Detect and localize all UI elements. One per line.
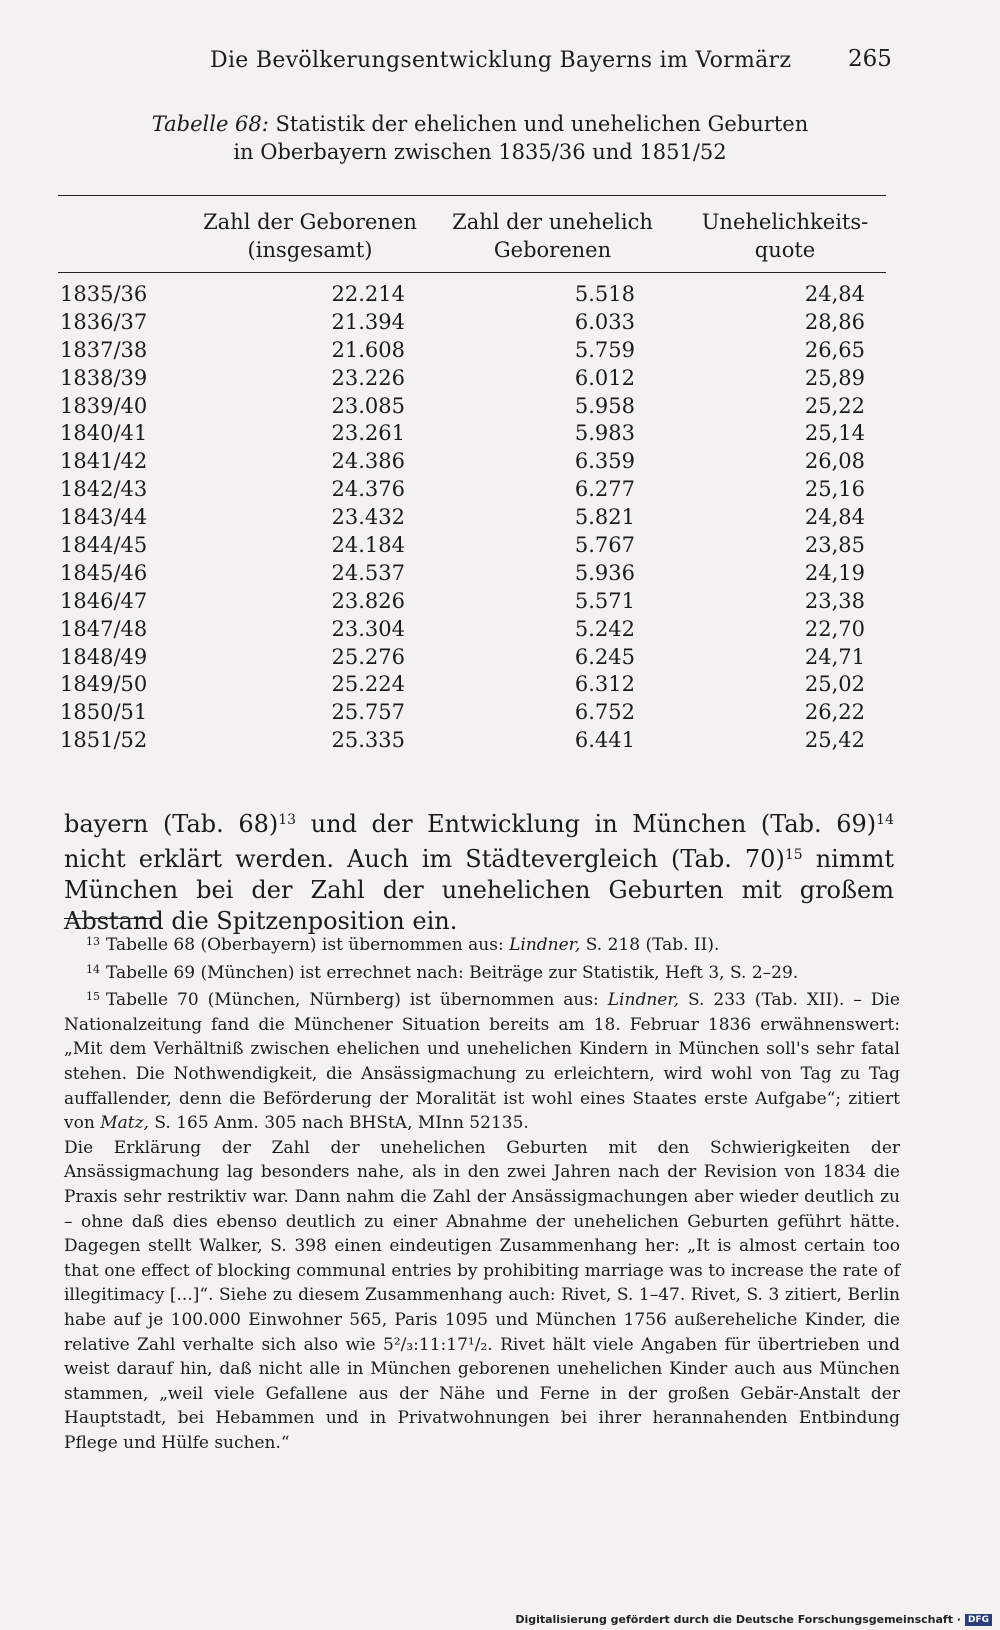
table-caption — [60, 110, 900, 166]
table-row — [60, 308, 890, 336]
cell-illegitimacy-rate: 24,19 — [804, 560, 865, 585]
cell-year: 1846/47 — [60, 588, 148, 613]
table-row — [60, 587, 890, 615]
cell-total-births: 24.184 — [331, 533, 405, 558]
column-header-illegitimacy-rate: Unehelichkeits- quote — [701, 210, 869, 262]
cell-year: 1838/39 — [60, 365, 148, 390]
footnote-15-continuation: Die Erklärung der Zahl der unehelichen Geburten mit den Schwierigkeiten der Ansässigmachung lag besonders nahe, als in den zwei Jahren nach der Revision von 1834 die Praxis sehr restriktiv war. Dann nahm die Zahl der Ansässigmachungen aber wieder deutlich zu – ohne daß dies ebenso deutlich zu einer Abnahme der unehelichen Geburten geführt hätte. Dagegen stellt Walker, S. 398 einen eindeutigen Zusammenhang her: „It is almost certain too that one effect of blocking communal entries by prohibiting marriage was to increase the rate of illegitimacy [...]“. Siehe zu diesem Zusammenhang auch: Rivet, S. 1–47. Rivet, S. 3 zitiert, Berlin habe auf je 100.000 Einwohner 565, Paris 1095 und München 1756 außereheliche Kinder, die relative Zahl verhalte sich also wie 5²/₃:11:17¹/₂. Rivet hält viele Angaben für übertrieben und weist darauf hin, daß nicht alle in München geborenen unehelichen Kinder auch aus München stammen, „weil viele Gefallene aus der Nähe und Ferne in der großen Gebär-Anstalt der Hauptstadt, bei Hebammen und in Privatwohnungen bei ihrer herannahenden Entbindung Pflege und Hülfe suchen.“ — [64, 1137, 901, 1453]
table-row — [60, 475, 890, 503]
cell-illegitimacy-rate: 24,71 — [804, 644, 865, 669]
cell-illegitimacy-rate: 25,89 — [804, 365, 865, 390]
footnote-ref-14: 14 — [876, 812, 894, 828]
table-body — [60, 280, 890, 754]
cell-illegitimate-births: 6.012 — [574, 365, 635, 390]
body-paragraph: bayern (Tab. 68)$^{13}$ und der Entwicklung in München (Tab. 69)$^{14}$ nicht erklärt werden. Auch im Städtevergleich (Tab. 70)$^{15}$ nimmt München bei der Zahl der unehelichen Geburten mit großem Abstand die Spitzenposition ein. — [64, 810, 894, 935]
table-row — [60, 726, 890, 754]
table-caption-label: Tabelle 68: — [151, 112, 269, 136]
cell-total-births: 25.335 — [331, 728, 405, 753]
cell-year: 1851/52 — [60, 728, 148, 753]
cell-total-births: 23.826 — [331, 588, 405, 613]
table-row — [60, 280, 890, 308]
cell-illegitimacy-rate: 25,02 — [804, 672, 865, 697]
table-row — [60, 364, 890, 392]
table-row — [60, 336, 890, 364]
digitization-credit: Digitalisierung gefördert durch die Deutsche Forschungsgemeinschaft · DFG — [515, 1613, 992, 1626]
table-caption-line1: Statistik der ehelichen und unehelichen Geburten — [275, 112, 809, 136]
cell-year: 1835/36 — [60, 282, 148, 306]
cell-illegitimate-births: 6.277 — [574, 477, 635, 502]
cell-year: 1840/41 — [60, 421, 148, 446]
cell-illegitimacy-rate: 24,84 — [804, 282, 865, 306]
cell-total-births: 21.394 — [331, 309, 405, 334]
cell-total-births: 24.537 — [331, 560, 405, 585]
cell-illegitimacy-rate: 25,16 — [804, 477, 865, 502]
column-header-illegitimate-births: Zahl der unehelich Geborenen — [452, 210, 653, 262]
cell-illegitimacy-rate: 28,86 — [804, 309, 865, 334]
cell-illegitimacy-rate: 26,08 — [804, 449, 865, 474]
cell-illegitimacy-rate: 23,38 — [804, 588, 865, 613]
cell-illegitimacy-rate: 25,22 — [804, 393, 865, 418]
cell-year: 1848/49 — [60, 644, 148, 669]
cell-total-births: 25.276 — [331, 644, 405, 669]
cell-illegitimate-births: 6.752 — [574, 700, 635, 725]
page-number: 265 — [848, 46, 892, 72]
cell-total-births: 24.386 — [331, 449, 405, 474]
cell-year: 1836/37 — [60, 309, 148, 334]
cell-illegitimacy-rate: 24,84 — [804, 505, 865, 530]
cell-illegitimate-births: 5.242 — [574, 616, 635, 641]
cell-illegitimacy-rate: 26,65 — [804, 337, 865, 362]
table-row — [60, 447, 890, 475]
running-head: Die Bevölkerungsentwicklung Bayerns im Vormärz — [210, 48, 792, 73]
cell-year: 1841/42 — [60, 449, 148, 474]
cell-illegitimacy-rate: 25,42 — [804, 728, 865, 753]
cell-illegitimate-births: 5.936 — [574, 560, 635, 585]
cell-illegitimate-births: 6.033 — [574, 309, 635, 334]
dfg-logo-icon: DFG — [965, 1614, 992, 1626]
cell-year: 1847/48 — [60, 616, 148, 641]
cell-illegitimate-births: 5.759 — [574, 337, 635, 362]
cell-year: 1850/51 — [60, 700, 148, 725]
column-header-total-births: Zahl der Geborenen (insgesamt) — [203, 210, 417, 262]
cell-year: 1845/46 — [60, 560, 148, 585]
cell-illegitimate-births: 5.821 — [574, 505, 635, 530]
cell-total-births: 25.757 — [331, 700, 405, 725]
table-row — [60, 670, 890, 698]
cell-year: 1837/38 — [60, 337, 148, 362]
table-row — [60, 419, 890, 447]
cell-total-births: 22.214 — [331, 282, 405, 306]
table-row — [60, 559, 890, 587]
footnotes — [64, 930, 900, 1455]
cell-total-births: 23.261 — [331, 421, 405, 446]
table-top-rule — [58, 195, 886, 196]
table-row — [60, 503, 890, 531]
footnote-15: $^{15}$ Tabelle 70 (München, Nürnberg) ist übernommen aus: Lindner, S. 233 (Tab. XII). – Die Nationalzeitung fand die Münchener Situation bereits am 18. Februar 1836 erwähnenswert: „Mit dem Verhältniß zwischen ehelichen und unehelichen Kindern in München soll's sehr fatal stehen. Die Nothwendigkeit, die Ansässigmachung zu erleichtern, wird wohl von Tag zu Tag auffallender, denn die Beförderung der Moralität ist wohl eines Staates erste Aufgabe“; zitiert von Matz, S. 165 Anm. 305 nach BHStA, MInn 52135. — [64, 990, 900, 1134]
cell-total-births: 21.608 — [331, 337, 405, 362]
cell-total-births: 23.304 — [331, 616, 405, 641]
cell-illegitimate-births: 6.441 — [574, 728, 635, 753]
cell-illegitimate-births: 5.958 — [574, 393, 635, 418]
cell-total-births: 23.085 — [331, 393, 405, 418]
cell-year: 1842/43 — [60, 477, 148, 502]
cell-year: 1849/50 — [60, 672, 148, 697]
cell-illegitimate-births: 5.767 — [574, 533, 635, 558]
cell-illegitimacy-rate: 22,70 — [804, 616, 865, 641]
cell-year: 1839/40 — [60, 393, 148, 418]
table-header-rule — [58, 272, 886, 273]
footnote-ref-13: 13 — [278, 812, 297, 828]
cell-total-births: 23.226 — [331, 365, 405, 390]
table-row — [60, 698, 890, 726]
cell-total-births: 24.376 — [331, 477, 405, 502]
cell-illegitimate-births: 6.359 — [574, 449, 635, 474]
table-caption-line2: in Oberbayern zwischen 1835/36 und 1851/52 — [233, 140, 727, 164]
cell-year: 1843/44 — [60, 505, 148, 530]
cell-total-births: 23.432 — [331, 505, 405, 530]
cell-illegitimate-births: 6.312 — [574, 672, 635, 697]
table-row — [60, 643, 890, 671]
cell-illegitimate-births: 5.571 — [574, 588, 635, 613]
cell-illegitimate-births: 6.245 — [574, 644, 635, 669]
footnote-separator — [64, 918, 160, 919]
cell-year: 1844/45 — [60, 533, 148, 558]
footnote-13: $^{13}$ Tabelle 68 (Oberbayern) ist übernommen aus: Lindner, S. 218 (Tab. II). — [86, 935, 720, 955]
footnote-ref-15: 15 — [784, 847, 803, 863]
cell-illegitimacy-rate: 26,22 — [804, 700, 865, 725]
cell-illegitimate-births: 5.518 — [574, 282, 635, 306]
table-row — [60, 392, 890, 420]
cell-illegitimate-births: 5.983 — [574, 421, 635, 446]
table-row — [60, 531, 890, 559]
cell-illegitimacy-rate: 25,14 — [804, 421, 865, 446]
table-row — [60, 615, 890, 643]
cell-total-births: 25.224 — [331, 672, 405, 697]
cell-illegitimacy-rate: 23,85 — [804, 533, 865, 558]
footnote-14: $^{14}$ Tabelle 69 (München) ist errechnet nach: Beiträge zur Statistik, Heft 3, S. 2–29. — [86, 962, 799, 983]
